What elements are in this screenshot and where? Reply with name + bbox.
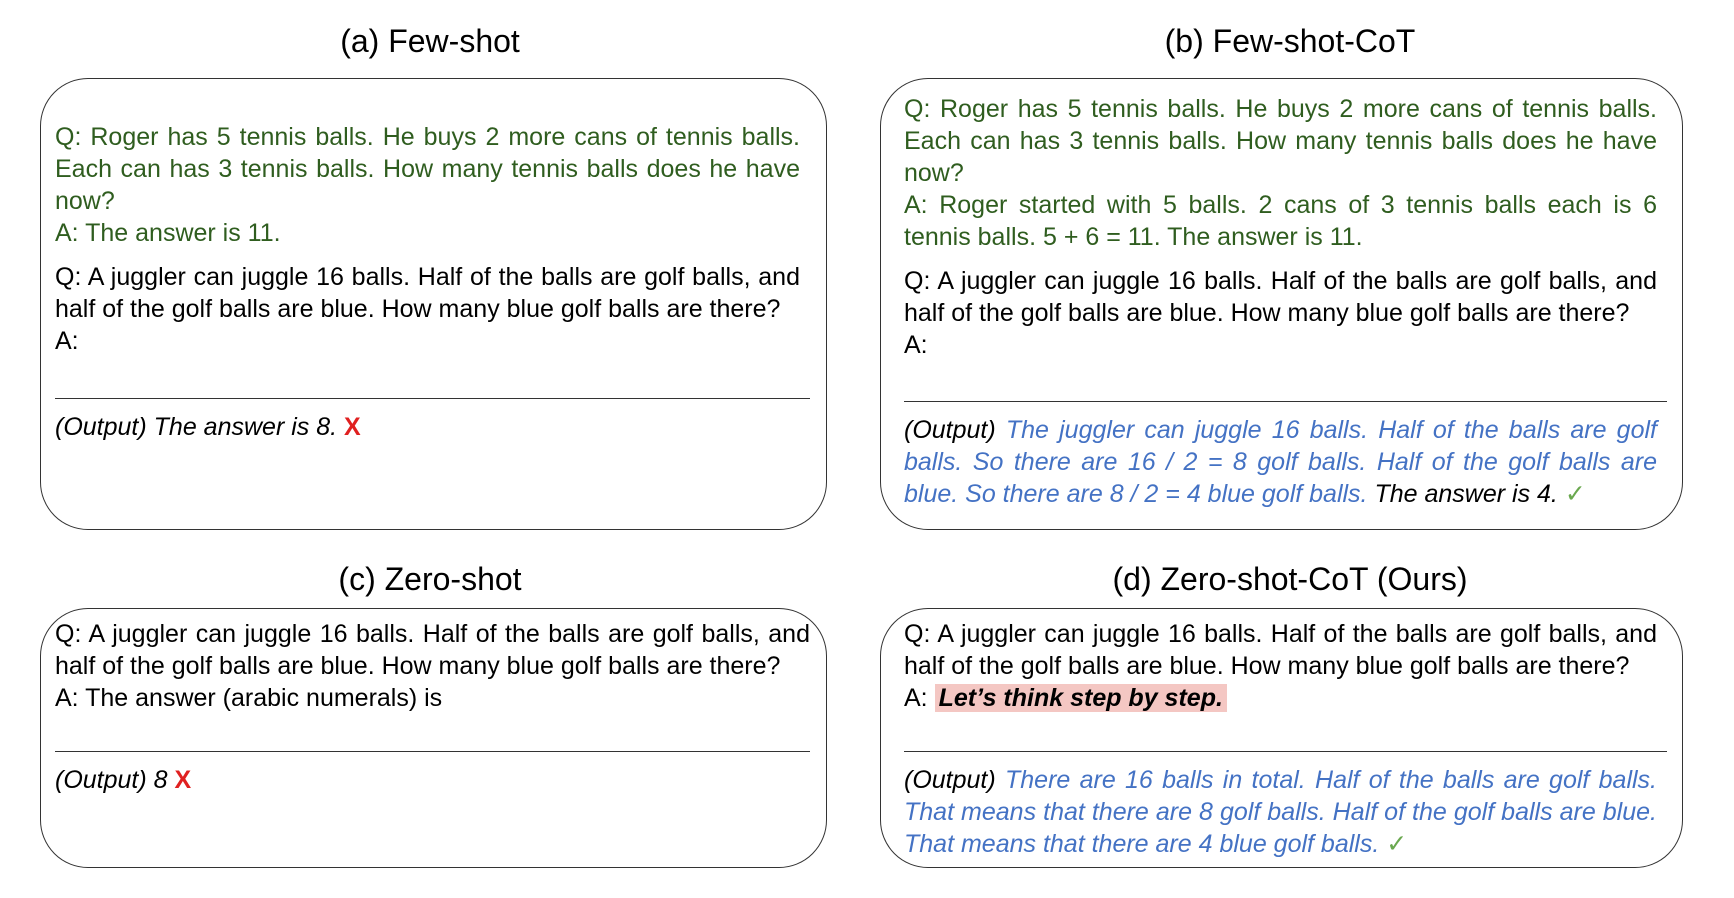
output-reasoning: The juggler can juggle 16 balls. Half of the balls are golf balls. So there are 16 / 2 = 8 golf balls. Half of the golf balls are blue. So there are 8 / 2 = 4 blue golf balls. — [904, 416, 1657, 508]
title-few-shot-cot: (b) Few-shot-CoT — [1164, 23, 1416, 59]
target-question: Q: A juggler can juggle 16 balls. Half of the balls are golf balls, and half of the golf balls are blue. How many blue golf balls are there? — [904, 267, 1657, 327]
zero-shot-prompt — [55, 618, 810, 714]
answer-prompt — [904, 682, 1657, 714]
zero-shot-output — [55, 764, 800, 796]
title-few-shot: (a) Few-shot — [340, 23, 520, 59]
output-answer: The answer is 4. — [1374, 480, 1558, 508]
few-shot-cot-prompt — [904, 93, 1657, 361]
zero-shot-cot-prompt — [904, 618, 1657, 714]
example-question: Q: Roger has 5 tennis balls. He buys 2 more cans of tennis balls. Each can has 3 tennis balls. How many tennis balls does he have now? — [55, 123, 800, 215]
target-question: Q: A juggler can juggle 16 balls. Half of the balls are golf balls, and half of the golf balls are blue. How many blue golf balls are there? — [904, 620, 1657, 680]
separator-line — [904, 751, 1667, 752]
answer-prompt: A: — [904, 331, 928, 359]
correct-mark-icon: ✓ — [1564, 480, 1586, 508]
title-zero-shot-cot: (d) Zero-shot-CoT (Ours) — [1112, 561, 1468, 597]
example-answer: A: Roger started with 5 balls. 2 cans of 3 tennis balls each is 6 tennis balls. 5 + 6 = 11. The answer is 11. — [904, 191, 1657, 251]
separator-line — [55, 398, 810, 399]
target-question: Q: A juggler can juggle 16 balls. Half of the balls are golf balls, and half of the golf balls are blue. How many blue golf balls are there? — [55, 620, 810, 680]
separator-line — [904, 401, 1667, 402]
trigger-phrase-highlight: Let’s think step by step. — [935, 684, 1227, 712]
few-shot-output — [55, 411, 800, 443]
few-shot-prompt — [55, 121, 800, 357]
example-answer: A: The answer is 11. — [55, 219, 281, 247]
output-label: (Output) — [904, 766, 996, 794]
few-shot-cot-output — [904, 414, 1657, 510]
zero-shot-cot-output — [904, 764, 1657, 860]
target-question: Q: A juggler can juggle 16 balls. Half of the balls are golf balls, and half of the golf balls are blue. How many blue golf balls are there? — [55, 263, 800, 323]
answer-prompt: A: — [55, 327, 79, 355]
output-label: (Output) — [904, 416, 996, 444]
output-label: (Output) — [55, 766, 147, 794]
output-text: 8 — [146, 766, 168, 794]
output-label: (Output) — [55, 413, 147, 441]
answer-prompt: A: The answer (arabic numerals) is — [55, 684, 443, 712]
title-zero-shot: (c) Zero-shot — [338, 561, 522, 597]
output-reasoning: There are 16 balls in total. Half of the balls are golf balls. That means that there are 8 golf balls. Half of the golf balls are blue. That means that there are 4 blue golf balls. — [904, 766, 1658, 858]
wrong-mark-icon: X — [174, 766, 192, 794]
answer-prefix: A: — [904, 684, 928, 712]
example-question: Q: Roger has 5 tennis balls. He buys 2 more cans of tennis balls. Each can has 3 tennis balls. How many tennis balls does he have now? — [904, 95, 1657, 187]
separator-line — [55, 751, 810, 752]
correct-mark-icon: ✓ — [1386, 830, 1408, 858]
wrong-mark-icon: X — [344, 413, 361, 441]
output-text: The answer is 8. — [146, 413, 338, 441]
